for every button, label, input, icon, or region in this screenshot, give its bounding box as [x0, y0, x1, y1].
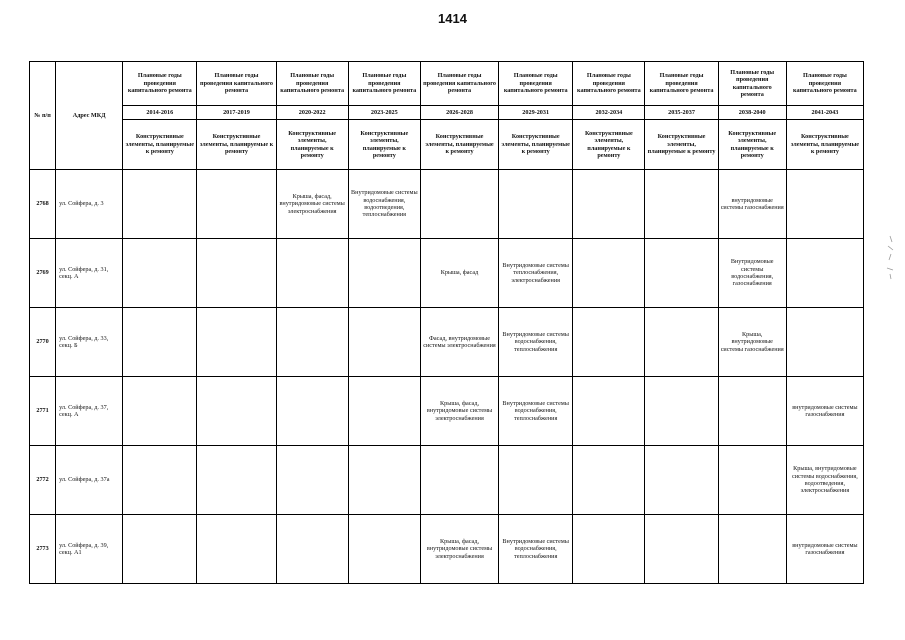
header-elements: Конструктивные элементы, планируемые к ремонту: [420, 120, 498, 170]
repair-elements-cell: [123, 515, 197, 584]
repair-elements-cell: [197, 239, 276, 308]
repair-elements-cell: [197, 377, 276, 446]
header-period-title: Плановые годы проведения капитального ремонта: [573, 62, 645, 106]
row-address: ул. Сойфера, д. 33, секц. Б: [56, 308, 123, 377]
header-row-titles: [30, 62, 864, 106]
repair-elements-cell: [573, 377, 645, 446]
header-period-title: Плановые годы проведения капитального ремонта: [420, 62, 498, 106]
repair-elements-cell: [197, 308, 276, 377]
repair-elements-cell: Крыша, фасад, внутридомовые системы электроснабжения: [420, 515, 498, 584]
repair-elements-cell: Крыша, внутридомовые системы газоснабжения: [718, 308, 786, 377]
header-period-years: 2041-2043: [786, 106, 863, 120]
row-number: 2773: [30, 515, 56, 584]
header-elements: Конструктивные элементы, планируемые к ремонту: [718, 120, 786, 170]
repair-elements-cell: [420, 446, 498, 515]
repair-elements-cell: [786, 308, 863, 377]
row-address: ул. Сойфера, д. 39, секц. А1: [56, 515, 123, 584]
repair-elements-cell: [786, 239, 863, 308]
header-elements: Конструктивные элементы, планируемые к ремонту: [348, 120, 420, 170]
repair-elements-cell: Фасад, внутридомовые системы электроснабжения: [420, 308, 498, 377]
repair-elements-cell: Внутридомовые системы теплоснабжения, электроснабжения: [499, 239, 573, 308]
header-period-years: 2032-2034: [573, 106, 645, 120]
repair-elements-cell: [276, 239, 348, 308]
repair-elements-cell: [197, 515, 276, 584]
page-number: 1414: [438, 11, 467, 26]
header-period-title: Плановые годы проведения капитального ремонта: [123, 62, 197, 106]
repair-elements-cell: Крыша, внутридомовые системы водоснабжения, водоотведения, электроснабжения: [786, 446, 863, 515]
repair-elements-cell: [123, 239, 197, 308]
repair-elements-cell: Внутридомовые системы водоснабжения, теплоснабжения: [499, 377, 573, 446]
table-row: [30, 515, 864, 584]
repair-elements-cell: внутридомовые системы газоснабжения: [786, 377, 863, 446]
repair-elements-cell: [645, 170, 718, 239]
repair-elements-cell: внутридомовые системы газоснабжения: [718, 170, 786, 239]
repair-elements-cell: [123, 308, 197, 377]
header-period-years: 2029-2031: [499, 106, 573, 120]
repair-elements-cell: [420, 170, 498, 239]
repair-elements-cell: [718, 377, 786, 446]
header-period-years: 2023-2025: [348, 106, 420, 120]
repair-elements-cell: [276, 446, 348, 515]
row-number: 2769: [30, 239, 56, 308]
header-period-years: 2014-2016: [123, 106, 197, 120]
repair-elements-cell: [276, 377, 348, 446]
row-number: 2768: [30, 170, 56, 239]
repair-elements-cell: [499, 446, 573, 515]
header-elements: Конструктивные элементы, планируемые к ремонту: [499, 120, 573, 170]
repair-elements-cell: Внутридомовые системы водоснабжения, теплоснабжения: [499, 515, 573, 584]
header-elements: Конструктивные элементы, планируемые к ремонту: [645, 120, 718, 170]
header-elements: Конструктивные элементы, планируемые к ремонту: [786, 120, 863, 170]
row-address: ул. Сойфера, д. 3: [56, 170, 123, 239]
header-period-years: 2017-2019: [197, 106, 276, 120]
header-period-title: Плановые годы проведения капитального ремонта: [786, 62, 863, 106]
header-period-years: 2026-2028: [420, 106, 498, 120]
table-row: [30, 377, 864, 446]
row-number: 2772: [30, 446, 56, 515]
repair-elements-cell: [276, 308, 348, 377]
table-row: [30, 446, 864, 515]
repair-elements-cell: внутридомовые системы газоснабжения: [786, 515, 863, 584]
repair-elements-cell: [348, 377, 420, 446]
header-period-title: Плановые годы проведения капитального ремонта: [718, 62, 786, 106]
repair-elements-cell: [645, 308, 718, 377]
repair-elements-cell: [348, 239, 420, 308]
repair-elements-cell: [499, 170, 573, 239]
repair-elements-cell: Крыша, фасад, внутридомовые системы электроснабжения: [420, 377, 498, 446]
row-address: ул. Сойфера, д. 31, секц. А: [56, 239, 123, 308]
repair-elements-cell: Крыша, фасад: [420, 239, 498, 308]
row-address: ул. Сойфера, д. 37а: [56, 446, 123, 515]
repair-elements-cell: [348, 515, 420, 584]
header-elements: Конструктивные элементы, планируемые к ремонту: [276, 120, 348, 170]
repair-elements-cell: [197, 446, 276, 515]
row-number: 2770: [30, 308, 56, 377]
capital-repair-table: [29, 61, 864, 584]
row-address: ул. Сойфера, д. 37, секц. А: [56, 377, 123, 446]
repair-elements-cell: [123, 170, 197, 239]
repair-elements-cell: [718, 515, 786, 584]
header-elements: Конструктивные элементы, планируемые к ремонту: [123, 120, 197, 170]
header-num: № п/п: [30, 62, 56, 170]
repair-elements-cell: [645, 515, 718, 584]
table-row: [30, 239, 864, 308]
repair-elements-cell: [348, 446, 420, 515]
repair-elements-cell: [123, 446, 197, 515]
repair-elements-cell: Внутридомовые системы водоснабжения, газоснабжения: [718, 239, 786, 308]
repair-elements-cell: [573, 446, 645, 515]
repair-elements-cell: [123, 377, 197, 446]
repair-elements-cell: [718, 446, 786, 515]
row-number: 2771: [30, 377, 56, 446]
repair-elements-cell: Внутридомовые системы водоснабжения, водоотведения, теплоснабжения: [348, 170, 420, 239]
header-period-title: Плановые годы проведения капитального ремонта: [499, 62, 573, 106]
repair-elements-cell: [197, 170, 276, 239]
header-row-years: [30, 106, 864, 120]
repair-elements-cell: [786, 170, 863, 239]
repair-elements-cell: [573, 170, 645, 239]
header-period-title: Плановые годы проведения капитального ремонта: [197, 62, 276, 106]
repair-elements-cell: Внутридомовые системы водоснабжения, теплоснабжения: [499, 308, 573, 377]
header-period-years: 2035-2037: [645, 106, 718, 120]
repair-elements-cell: [645, 239, 718, 308]
header-address: Адрес МКД: [56, 62, 123, 170]
header-elements: Конструктивные элементы, планируемые к ремонту: [197, 120, 276, 170]
header-period-title: Плановые годы проведения капитального ремонта: [645, 62, 718, 106]
repair-elements-cell: [573, 239, 645, 308]
repair-elements-cell: [645, 377, 718, 446]
header-period-years: 2020-2022: [276, 106, 348, 120]
header-period-years: 2038-2040: [718, 106, 786, 120]
header-period-title: Плановые годы проведения капитального ремонта: [276, 62, 348, 106]
header-elements: Конструктивные элементы, планируемые к ремонту: [573, 120, 645, 170]
repair-elements-cell: Крыша, фасад, внутридомовые системы электроснабжения: [276, 170, 348, 239]
repair-elements-cell: [573, 308, 645, 377]
scan-margin-marks: [884, 232, 898, 332]
header-row-elements: [30, 120, 864, 170]
table-row: [30, 170, 864, 239]
repair-elements-cell: [276, 515, 348, 584]
repair-elements-cell: [573, 515, 645, 584]
repair-elements-cell: [348, 308, 420, 377]
repair-elements-cell: [645, 446, 718, 515]
table-row: [30, 308, 864, 377]
header-period-title: Плановые годы проведения капитального ремонта: [348, 62, 420, 106]
